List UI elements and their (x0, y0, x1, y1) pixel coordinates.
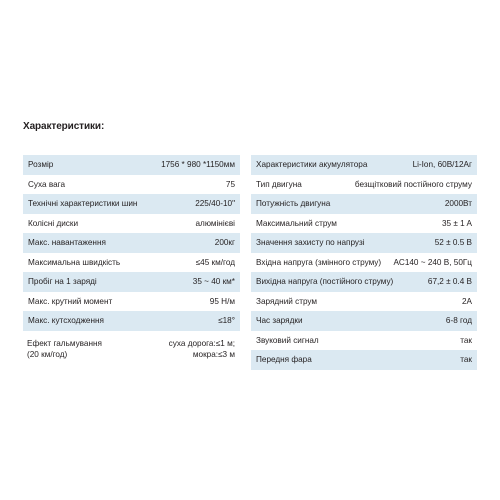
spec-label: Передня фара (256, 355, 312, 364)
spec-label: Вихідна напруга (постійного струму) (256, 277, 394, 286)
spec-row-motor-power (251, 194, 477, 214)
spec-value: 1756 * 980 *1150мм (161, 160, 235, 169)
spec-value: 225/40-10" (195, 199, 235, 208)
spec-value: AC140 ~ 240 В, 50Гц (393, 257, 472, 267)
spec-label: Час зарядки (256, 316, 303, 325)
spec-row-dry-weight (23, 175, 240, 195)
spec-value: так (460, 335, 472, 345)
braking-value-line-2: мокра:≤3 м (192, 349, 235, 359)
spec-label: Вхідна напруга (змінного струму) (256, 257, 382, 267)
spec-value: безщітковий постійного струму (354, 179, 472, 189)
spec-row-output-voltage (251, 272, 477, 292)
spec-row-horn (251, 331, 477, 351)
braking-label-line-1: Ефект гальмування (27, 338, 102, 348)
spec-value: ≤18° (218, 316, 235, 325)
spec-heading: Характеристики: (23, 121, 105, 132)
spec-value: Li-Ion, 60В/12Аг (412, 160, 472, 169)
spec-row-torque (23, 292, 240, 312)
spec-label: Потужність двигуна (256, 199, 331, 208)
braking-label-line-2: (20 км/год) (27, 349, 68, 359)
spec-label: Технічні характеристики шин (28, 199, 138, 208)
spec-label: Пробіг на 1 заряді (28, 277, 97, 286)
right-spec-table (251, 155, 477, 370)
spec-label: Колісні диски (28, 218, 79, 228)
spec-value: 2000Вт (444, 199, 472, 208)
spec-row-braking (23, 331, 240, 365)
spec-label: Макс. кутсходження (28, 316, 104, 325)
spec-label: Тип двигуна (256, 179, 302, 189)
spec-row-max-load (23, 233, 240, 253)
spec-row-max-current (251, 214, 477, 234)
spec-row-headlight (251, 350, 477, 370)
spec-value: 35 ± 1 A (442, 218, 472, 228)
spec-label: Максимальна швидкість (28, 257, 121, 267)
spec-label: Звуковий сигнал (256, 335, 319, 345)
spec-label: Суха вага (28, 179, 66, 189)
spec-value: 200кг (214, 238, 235, 247)
spec-label: Характеристики акумулятора (256, 160, 368, 169)
spec-value: 67,2 ± 0.4 В (427, 277, 472, 286)
spec-label: Зарядний струм (256, 296, 318, 306)
spec-label: Розмір (28, 160, 54, 169)
spec-value: так (460, 355, 472, 364)
spec-row-max-speed (23, 253, 240, 273)
spec-label: Значення захисту по напрузі (256, 238, 365, 247)
spec-row-input-voltage (251, 253, 477, 273)
spec-label (27, 338, 102, 360)
spec-row-size (23, 155, 240, 175)
spec-value: 75 (225, 179, 235, 189)
spec-label: Макс. крутний момент (28, 296, 113, 306)
spec-row-tires (23, 194, 240, 214)
spec-value: ≤45 км/год (195, 257, 235, 267)
spec-row-climb (23, 311, 240, 331)
spec-value: 2A (461, 296, 472, 306)
spec-value: 52 ± 0.5 В (434, 238, 472, 247)
spec-row-motor-type (251, 175, 477, 195)
spec-row-battery (251, 155, 477, 175)
spec-value: 35 ~ 40 км* (192, 277, 235, 286)
spec-row-charge-current (251, 292, 477, 312)
spec-label: Макс. навантаження (28, 238, 106, 247)
spec-label: Максимальний струм (256, 218, 337, 228)
spec-value (169, 338, 235, 360)
spec-value: 6-8 год (445, 316, 472, 325)
spec-value: алюмінієві (195, 218, 235, 228)
braking-value-line-1: суха дорога:≤1 м; (168, 338, 235, 348)
spec-row-range (23, 272, 240, 292)
spec-value: 95 Н/м (209, 296, 235, 306)
left-spec-table (23, 155, 240, 365)
spec-row-charge-time (251, 311, 477, 331)
spec-row-wheels (23, 214, 240, 234)
spec-row-voltage-protection (251, 233, 477, 253)
